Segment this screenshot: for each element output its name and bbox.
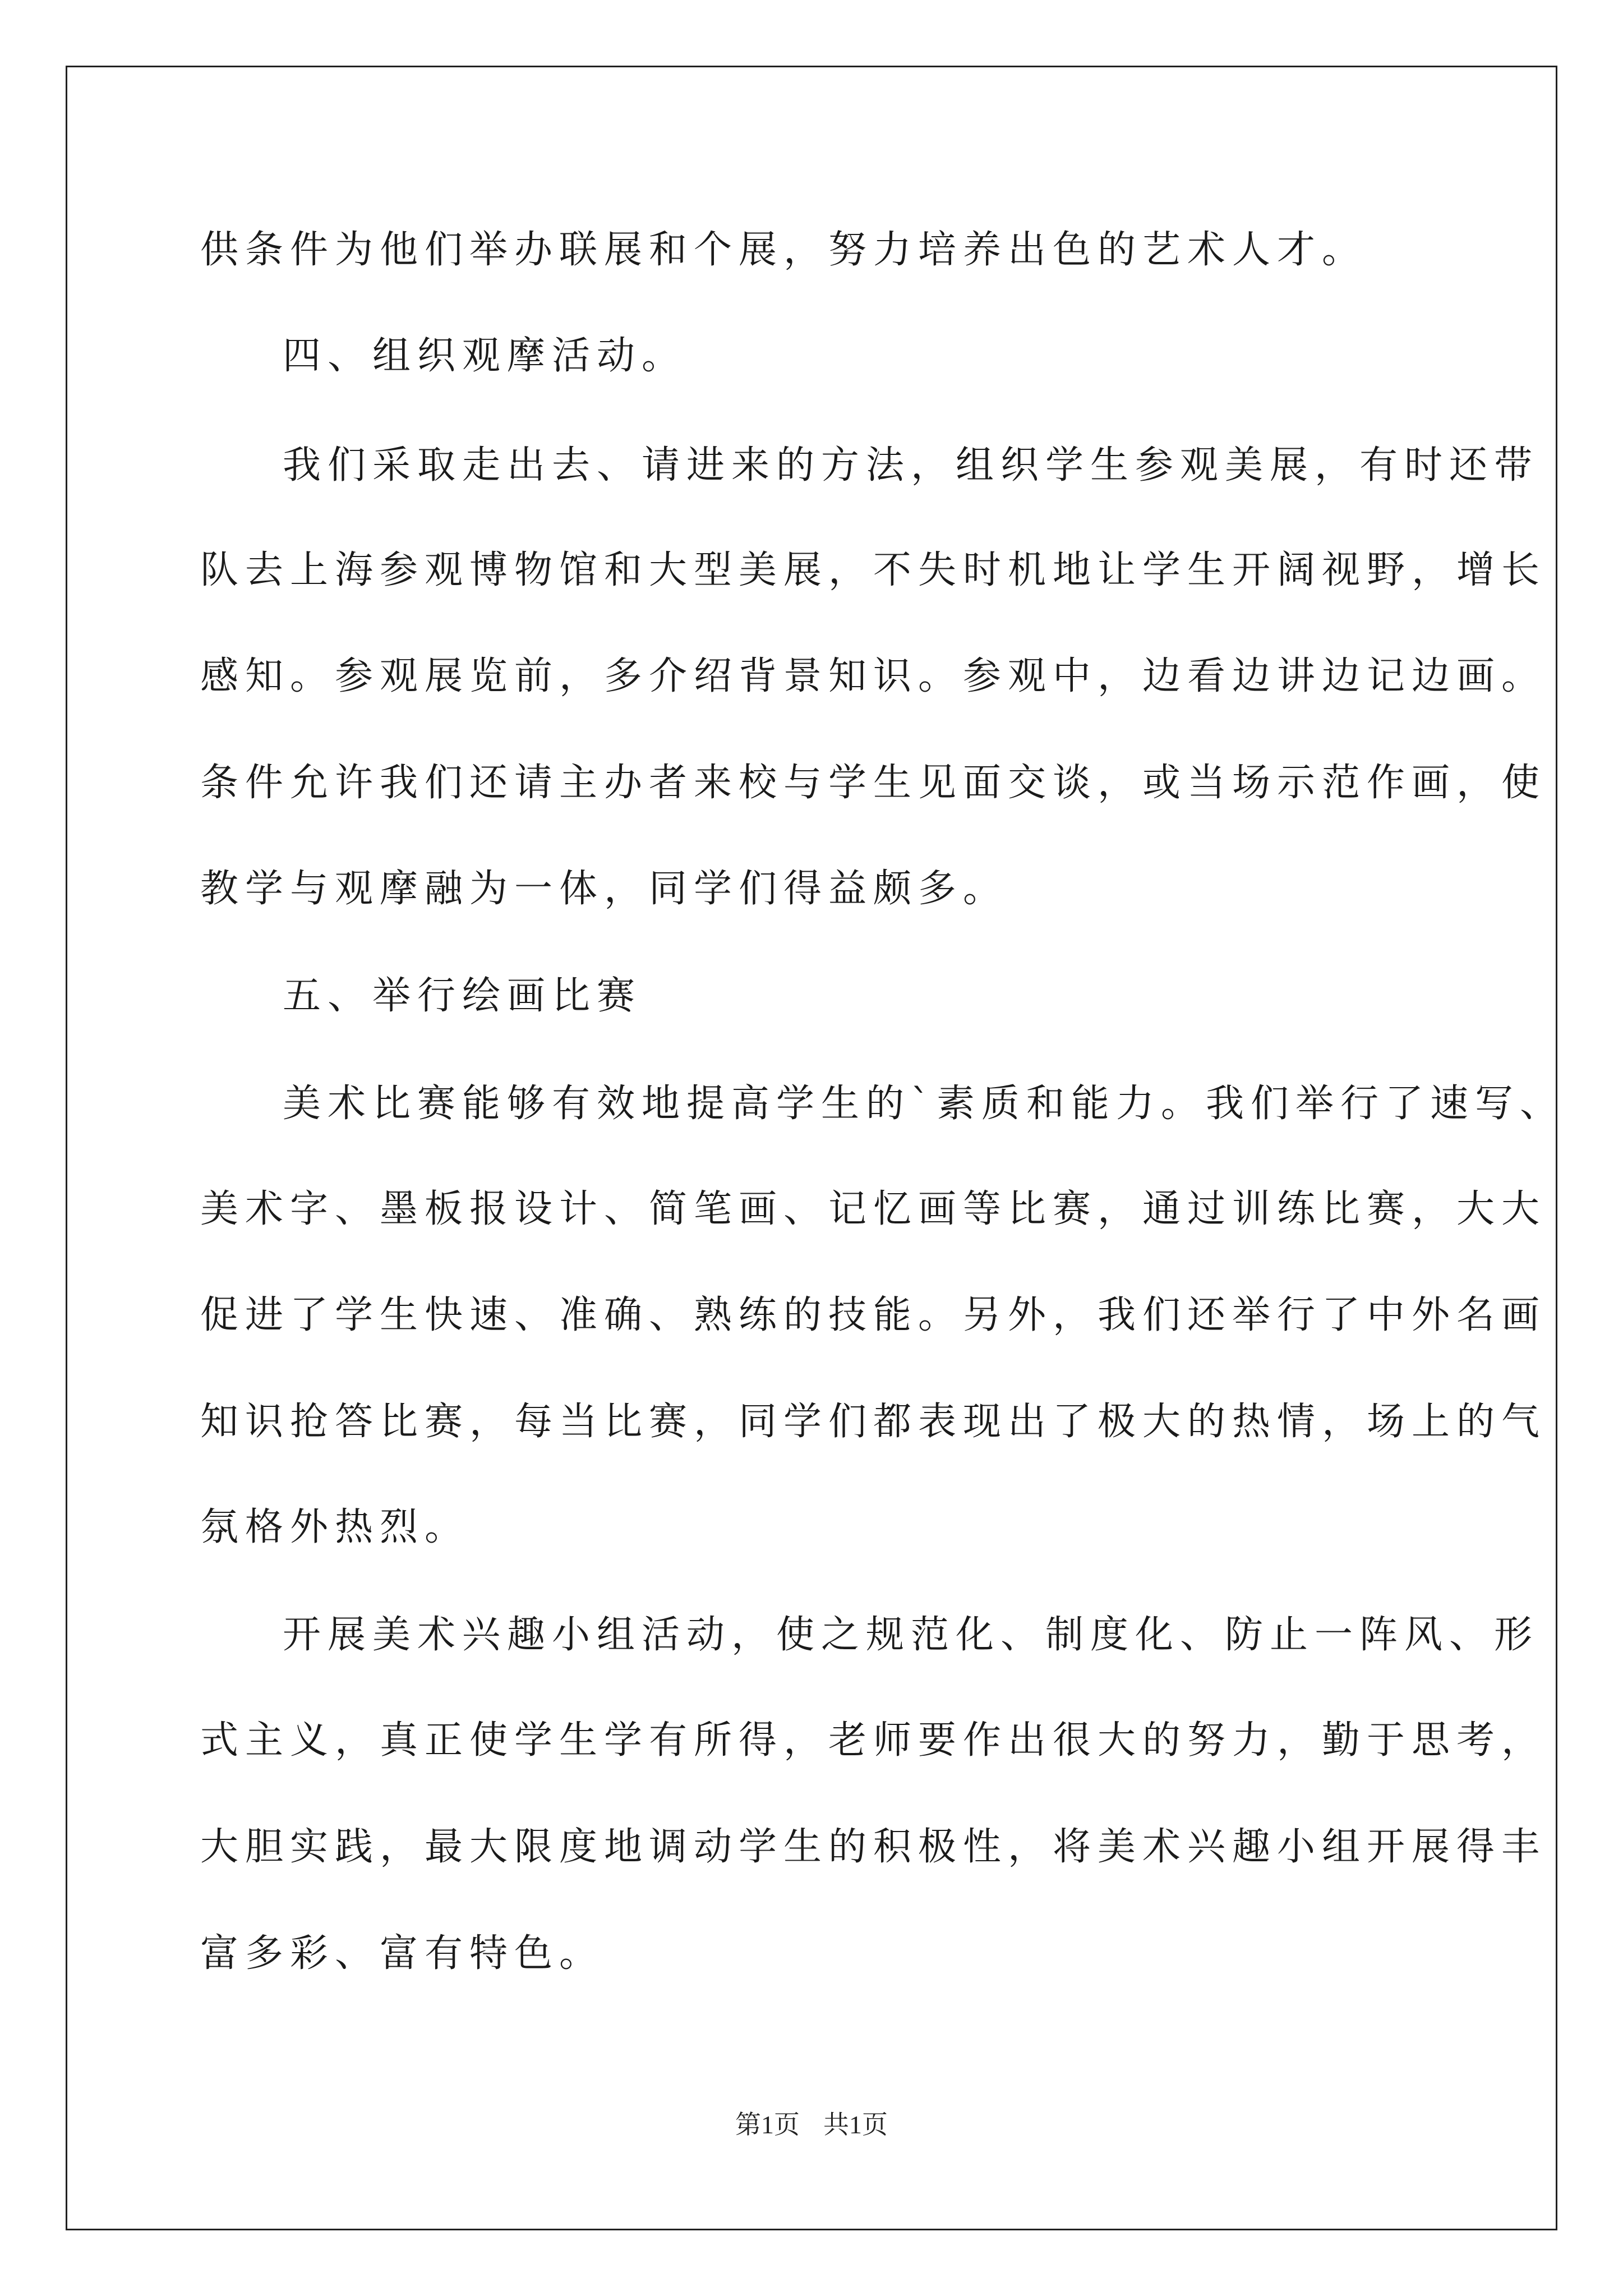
text-line-11: 促进了学生快速、准确、熟练的技能。另外，我们还举行了中外名画 [200,1293,1547,1337]
text-line-1: 供条件为他们举办联展和个展，努力培养出色的艺术人才。 [200,228,1367,272]
text-line-17: 富多彩、富有特色。 [200,1931,605,1976]
text-line-7: 教学与观摩融为一体，同学们得益颇多。 [200,867,1008,911]
page-border [66,66,1557,2230]
text-line-12: 知识抢答比赛，每当比赛，同学们都表现出了极大的热情，场上的气 [200,1400,1547,1444]
text-line-3: 我们采取走出去、请进来的方法，组织学生参观美展，有时还带 [283,443,1539,487]
text-line-4: 队去上海参观博物馆和大型美展，不失时机地让学生开阔视野，增长 [200,548,1547,592]
section-heading-4: 四、组织观摩活动。 [283,334,687,378]
text-line-15: 式主义，真正使学生学有所得，老师要作出很大的努力，勤于思考， [200,1718,1547,1763]
section-heading-5: 五、举行绘画比赛 [283,974,642,1018]
page-footer [0,2109,1623,2141]
text-line-16: 大胆实践，最大限度地调动学生的积极性，将美术兴趣小组开展得丰 [200,1825,1547,1869]
page-total: 共1页 [823,2110,888,2139]
text-line-13: 氛格外热烈。 [200,1505,470,1549]
text-line-14: 开展美术兴趣小组活动，使之规范化、制度化、防止一阵风、形 [283,1613,1539,1657]
text-line-10: 美术字、墨板报设计、简笔画、记忆画等比赛，通过训练比赛，大大 [200,1187,1547,1231]
page-number: 第1页 [735,2110,800,2139]
text-line-6: 条件允许我们还请主办者来校与学生见面交谈，或当场示范作画，使 [200,761,1547,805]
text-line-5: 感知。参观展览前，多介绍背景知识。参观中，边看边讲边记边画。 [200,654,1547,698]
text-line-9: 美术比赛能够有效地提高学生的`素质和能力。我们举行了速写、 [283,1082,1565,1126]
